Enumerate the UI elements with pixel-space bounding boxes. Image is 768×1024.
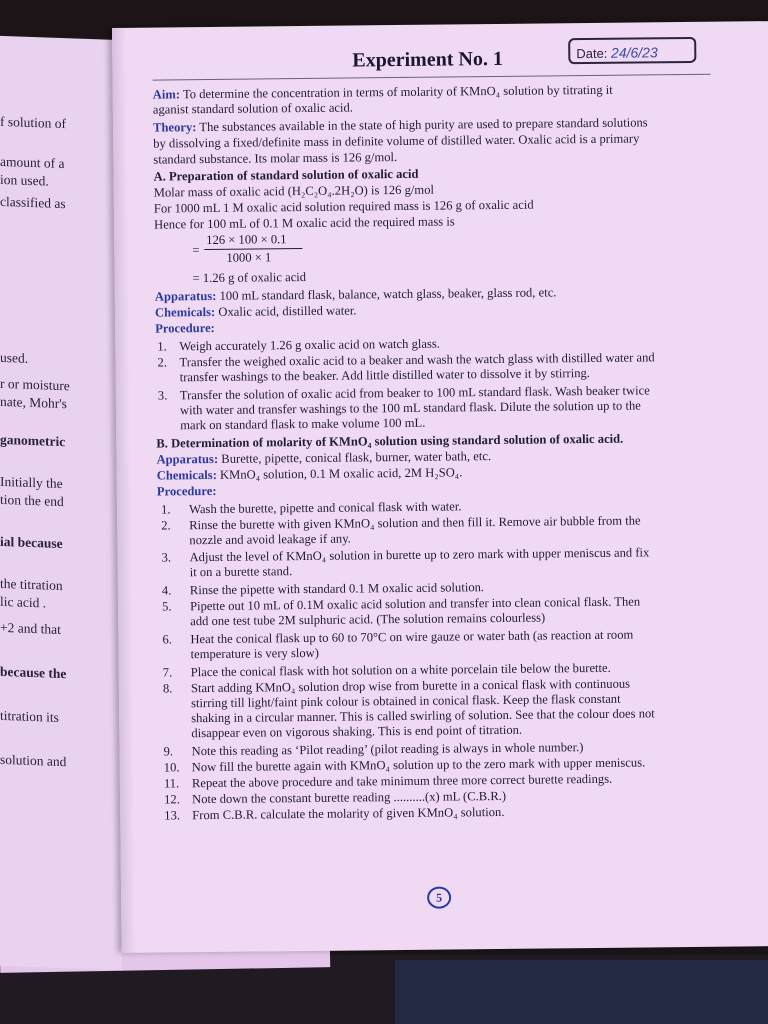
fraction-numerator: 126 × 100 × 0.1 xyxy=(206,232,287,248)
left-text-line: ion used. xyxy=(0,171,49,189)
step-line: Transfer the solution of oxalic acid from beaker to 100 mL standard flask. Wash beaker twice xyxy=(179,383,650,403)
text-line: Molar mass of oxalic acid (H₂C₂O₄.2H₂O) is 126 g/mol xyxy=(153,182,435,200)
theory-line: by dissolving a fixed/definite mass in definite volume of distilled water. Oxalic acid is a primary xyxy=(153,131,640,151)
main-page xyxy=(112,21,768,953)
section-a-heading: A. Preparation of standard solution of oxalic acid xyxy=(153,166,419,184)
date-value: 24/6/23 xyxy=(610,44,658,61)
experiment-title: Experiment No. 1 xyxy=(352,47,504,72)
apparatus-label: Apparatus: xyxy=(154,288,217,304)
step-line: Place the conical flask with hot solution on a white porcelain tile below the burette. xyxy=(190,660,611,680)
step-number: 1. xyxy=(157,339,167,354)
apparatus-text: Burette, pipette, conical flask, burner, water bath, etc. xyxy=(221,449,492,466)
step-number: 7. xyxy=(162,665,173,680)
step-line: Start adding KMnO₄ solution drop wise from burette in a conical flask with continuous xyxy=(190,676,631,696)
step-number: 2. xyxy=(161,518,171,533)
theory-text: The substances available in the state of high purity are used to prepare standard solutions xyxy=(199,115,648,135)
chemicals-label: Chemicals: xyxy=(154,304,216,320)
step-line: Rinse the pipette with standard 0.1 M oxalic acid solution. xyxy=(189,580,485,598)
left-text-line: tion the end xyxy=(0,491,64,510)
left-text-line: used. xyxy=(0,349,29,366)
page-number: 5 xyxy=(427,886,451,908)
theory-label: Theory: xyxy=(152,120,197,135)
step-number: 9. xyxy=(163,744,174,759)
step-line: mark on standard flask to make volume 100 mL. xyxy=(180,415,426,433)
step-line: nozzle and avoid leakage if any. xyxy=(189,531,351,548)
result-line: = 1.26 g of oxalic acid xyxy=(192,269,307,286)
section-b-heading: B. Determination of molarity of KMnO₄ solution using standard solution of oxalic acid. xyxy=(156,431,624,451)
step-line: with water and transfer washings to the 100 mL standard flask. Dilute the solution up to the xyxy=(179,398,641,418)
step-line: Wash the burette, pipette and conical flask with water. xyxy=(188,499,462,517)
step-line: Rinse the burette with given KMnO₄ solution and then fill it. Remove air bubble from the xyxy=(189,513,641,533)
title-rule xyxy=(153,74,711,81)
date-label: Date: xyxy=(576,45,608,62)
date-box xyxy=(568,37,696,64)
step-line: Pipette out 10 mL of 0.1M oxalic acid solution and transfer into clean conical flask. Then xyxy=(189,594,641,614)
step-line: Weigh accurately 1.26 g oxalic acid on watch glass. xyxy=(179,336,440,354)
left-text-line: classified as xyxy=(0,193,66,212)
step-number: 4. xyxy=(161,583,172,598)
step-number: 8. xyxy=(162,681,173,696)
step-number: 6. xyxy=(162,632,172,647)
step-line: Note down the constant burette reading ..........(x) mL (C.B.R.) xyxy=(192,788,507,807)
left-text-line: ial because xyxy=(0,533,63,552)
step-line: Adjust the level of KMnO₄ solution in burette up to zero mark with upper meniscus and fix xyxy=(189,545,650,565)
apparatus-text: 100 mL standard flask, balance, watch glass, beaker, glass rod, etc. xyxy=(219,285,557,303)
step-number: 2. xyxy=(157,355,168,370)
background-cloth xyxy=(395,960,768,1024)
step-line: Repeat the above procedure and take minimum three more correct burette readings. xyxy=(191,771,613,791)
left-text-line: Initially the xyxy=(0,473,63,492)
step-line: transfer washings to the beaker. Add little distilled water to dissolve it by stirring. xyxy=(179,366,590,385)
apparatus-label: Apparatus: xyxy=(156,451,219,467)
step-line: shaking in a circular manner. This is called swirling of solution. See that the colour does not xyxy=(191,706,655,726)
equals-sign: = xyxy=(192,243,200,258)
step-number: 5. xyxy=(161,599,172,614)
step-line: Note this reading as ‘Pilot reading’ (pilot reading is always in whole number.) xyxy=(191,740,584,759)
left-text-line: nate, Mohr's xyxy=(0,393,67,412)
text-line: For 1000 mL 1 M oxalic acid solution required mass is 126 g of oxalic acid xyxy=(153,197,534,216)
procedure-label: Procedure: xyxy=(156,483,217,499)
aim-text: To determine the concentration in terms of molarity of KMnO₄ solution by titrating it xyxy=(182,82,613,102)
left-text-line: f solution of xyxy=(0,113,66,132)
left-text-line: titration its xyxy=(0,707,59,725)
step-line: temperature is very slow) xyxy=(190,645,319,662)
left-text-line: because the xyxy=(0,663,67,682)
step-number: 13. xyxy=(164,808,181,823)
left-text-line: lic acid . xyxy=(0,593,47,611)
step-line: disappear even on vigorous shaking. This is end point of titration. xyxy=(191,722,523,741)
aim-line: aganist standard solution of oxalic acid. xyxy=(152,100,353,117)
chemicals-text: KMnO₄ solution, 0.1 M oxalic acid, 2M H₂SO₄. xyxy=(219,465,463,482)
step-line: stirring till light/faint pink colour is obtained in conical flask. Keep the flask constant xyxy=(191,691,621,711)
step-line: Now fill the burette again with KMnO₄ solution up to the zero mark with upper meniscus. xyxy=(191,755,646,775)
theory-line: standard substance. Its molar mass is 126 g/mol. xyxy=(153,150,398,167)
step-line: add one test tube 2M sulphuric acid. (The solution remains colourless) xyxy=(190,610,546,629)
step-line: Transfer the weighed oxalic acid to a beaker and wash the watch glass with distilled water and xyxy=(179,350,655,370)
aim-label: Aim: xyxy=(152,87,181,102)
step-line: From C.B.R. calculate the molarity of given KMnO₄ solution. xyxy=(192,804,505,823)
left-text-line: solution and xyxy=(0,751,67,770)
step-number: 11. xyxy=(163,776,180,791)
left-text-line: ganometric xyxy=(0,431,66,450)
step-number: 3. xyxy=(161,550,172,565)
left-text-line: r or moisture xyxy=(0,375,70,394)
step-number: 10. xyxy=(163,760,180,775)
fraction-denominator: 1000 × 1 xyxy=(226,250,272,265)
left-text-line: the titration xyxy=(0,575,63,594)
apparatus-line xyxy=(155,285,557,304)
text-line: Hence for 100 mL of 0.1 M oxalic acid the required mass is xyxy=(153,214,455,232)
step-number: 3. xyxy=(157,388,168,403)
aim-line xyxy=(153,83,613,103)
step-line: Heat the conical flask up to 60 to 70°C on wire gauze or water bath (as reaction at room xyxy=(190,627,634,647)
chemicals-text: Oxalic acid, distilled water. xyxy=(218,303,357,319)
procedure-label: Procedure: xyxy=(155,320,215,336)
left-page xyxy=(0,36,122,970)
chemicals-label: Chemicals: xyxy=(156,467,217,483)
left-text-line: amount of a xyxy=(0,153,65,172)
left-text-line: +2 and that xyxy=(0,619,61,637)
step-line: it on a burette stand. xyxy=(189,564,293,580)
chemicals-line xyxy=(155,303,357,320)
step-number: 12. xyxy=(164,792,180,807)
chemicals-line xyxy=(157,465,463,483)
step-number: 1. xyxy=(160,502,171,517)
